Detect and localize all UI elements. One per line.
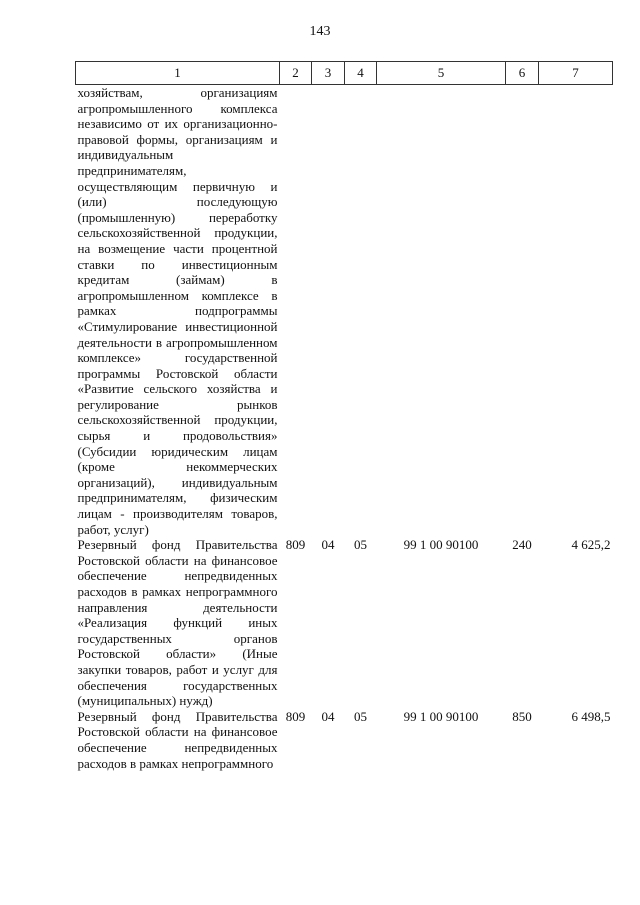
table-header-row — [76, 62, 613, 85]
header-col-4: 4 — [345, 62, 377, 85]
row-code-6: 850 — [512, 708, 532, 724]
row-amount: 4 625,2 — [571, 537, 611, 553]
row-code-2: 809 — [285, 708, 306, 724]
row-code-4: 05 — [354, 708, 367, 724]
row-code-4: 05 — [354, 537, 367, 553]
budget-table — [75, 61, 613, 771]
row-code-6 — [506, 85, 539, 538]
row-amount: 6 498,5 — [571, 708, 611, 724]
row-code-3: 04 — [321, 537, 335, 553]
row-code-2: 809 — [285, 537, 306, 553]
row-description: Резервный фонд Правительства Ростовской области на финансовое обеспечение непредвиденных расходов в рамках непрограммного — [77, 708, 278, 771]
row-code-5 — [377, 85, 506, 538]
header-col-2: 2 — [280, 62, 312, 85]
header-col-6: 6 — [506, 62, 539, 85]
row-code-6: 240 — [512, 537, 532, 553]
header-col-3: 3 — [312, 62, 345, 85]
table-row — [76, 85, 613, 538]
row-code-3: 04 — [321, 708, 335, 724]
row-code-5: 99 1 00 90100 — [403, 708, 479, 724]
row-code-5: 99 1 00 90100 — [403, 537, 479, 553]
header-col-7: 7 — [539, 62, 613, 85]
table-row — [76, 537, 613, 709]
header-col-5: 5 — [377, 62, 506, 85]
row-description: Резервный фонд Правительства Ростовской области на финансовое обеспечение непредвиденных расходов в рамках непрограммного направления деятельности «Реализация функций иных государственных органов Ростовской области» (Иные закупки товаров, работ и услуг для обеспечения государственных (муниципальных) нужд) — [77, 537, 278, 709]
page-number: 143 — [309, 24, 331, 39]
row-description: хозяйствам, организациям агропромышленного комплекса независимо от их организационно-правовой формы, организациям и индивидуальным предпринимателям, осуществляющим первичную и (или) последующую (промышленную) переработку сельскохозяйственной продукции, на возмещение части процентной ставки по инвестиционным кредитам (займам) в агропромышленном комплексе в рамках подпрограммы «Стимулирование инвестиционной деятельности в агропромышленном комплексе» государственной программы Ростовской области «Развитие сельского хозяйства и регулирование рынков сельскохозяйственной продукции, сырья и продовольствия» (Субсидии юридическим лицам (кроме некоммерческих организаций), индивидуальным предпринимателям, физическим лицам - производителям товаров, работ, услуг) — [77, 85, 278, 537]
table-row — [76, 709, 613, 771]
header-col-1: 1 — [76, 62, 280, 85]
row-amount — [539, 85, 613, 538]
row-code-3 — [312, 85, 345, 538]
row-code-4 — [345, 85, 377, 538]
row-code-2 — [280, 85, 312, 538]
